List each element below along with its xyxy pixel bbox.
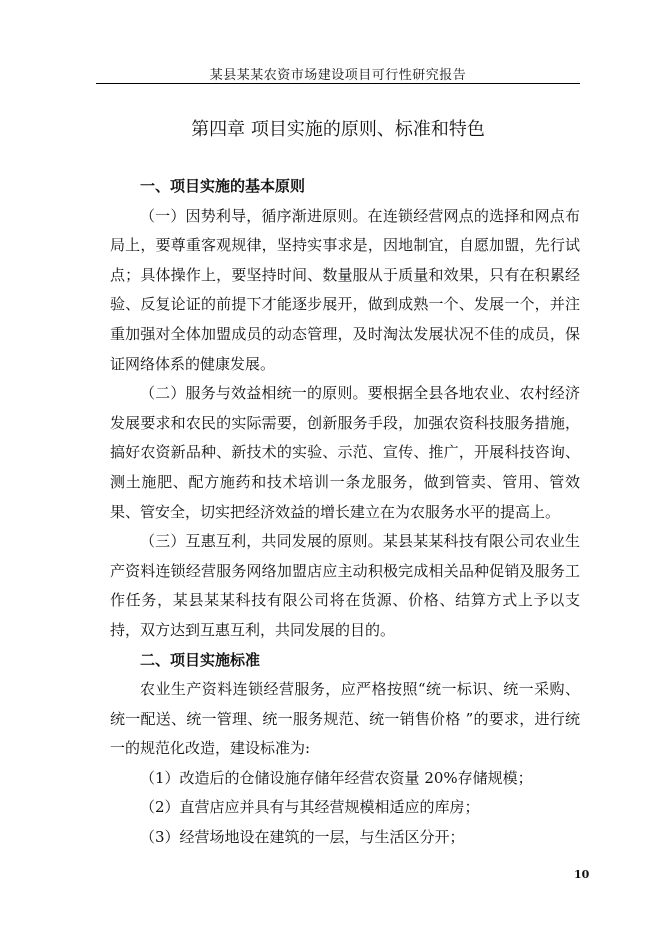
paragraph-principle-3: （三）互惠互利，共同发展的原则。某县某某科技有限公司农业生产资料连锁经营服务网络加盟店应主动积极完成相关品种促销及服务工作任务，某县某某科技有限公司将在货源、价格、结算方式上予以支持，双方达到互惠互利，共同发展的目的。 xyxy=(110,532,580,639)
header-rule xyxy=(96,83,580,84)
page-number: 10 xyxy=(574,868,590,881)
paragraph-principle-1: （一）因势利导，循序渐进原则。在连锁经营网点的选择和网点布局上，要尊重客观规律，坚持实事求是，因地制宜，自愿加盟，先行试点；具体操作上，要坚持时间、数量服从于质量和效果，只有在积累经验、反复论证的前提下才能逐步展开，做到成熟一个、发展一个，并注重加强对全体加盟成员的动态管理，及时淘汰发展状况不佳的成员，保证网络体系的健康发展。 xyxy=(110,206,580,373)
list-item-standard-3: （3）经营场地设在建筑的一层，与生活区分开； xyxy=(140,828,465,847)
section-heading-standards: 二、项目实施标准 xyxy=(140,650,261,669)
paragraph-standards-intro: 农业生产资料连锁经营服务，应严格按照“统一标识、统一采购、统一配送、统一管理、统一服务规范、统一销售价格 ”的要求，进行统一的规范化改造，建设标准为: xyxy=(110,680,580,758)
list-item-standard-1: （1）改造后的仓储设施存储年经营农资量 20%存储规模； xyxy=(140,768,533,787)
section-heading-principles: 一、项目实施的基本原则 xyxy=(140,177,306,195)
body-text xyxy=(110,172,580,853)
list-item-standard-2: （2）直营店应并具有与其经营规模相适应的库房； xyxy=(140,798,480,817)
running-header: 某县某某农资市场建设项目可行性研究报告 xyxy=(209,68,467,83)
chapter-title: 第四章 项目实施的原则、标准和特色 xyxy=(191,119,485,140)
paragraph-principle-2: （二）服务与效益相统一的原则。要根据全县各地农业、农村经济发展要求和农民的实际需要，创新服务手段，加强农资科技服务措施，搞好农资新品种、新技术的实验、示范、宣传、推广，开展科技咨询、测土施肥、配方施药和技术培训一条龙服务，做到管卖、管用、管效果、管安全，切实把经济效益的增长建立在为农服务水平的提高上。 xyxy=(110,384,580,521)
